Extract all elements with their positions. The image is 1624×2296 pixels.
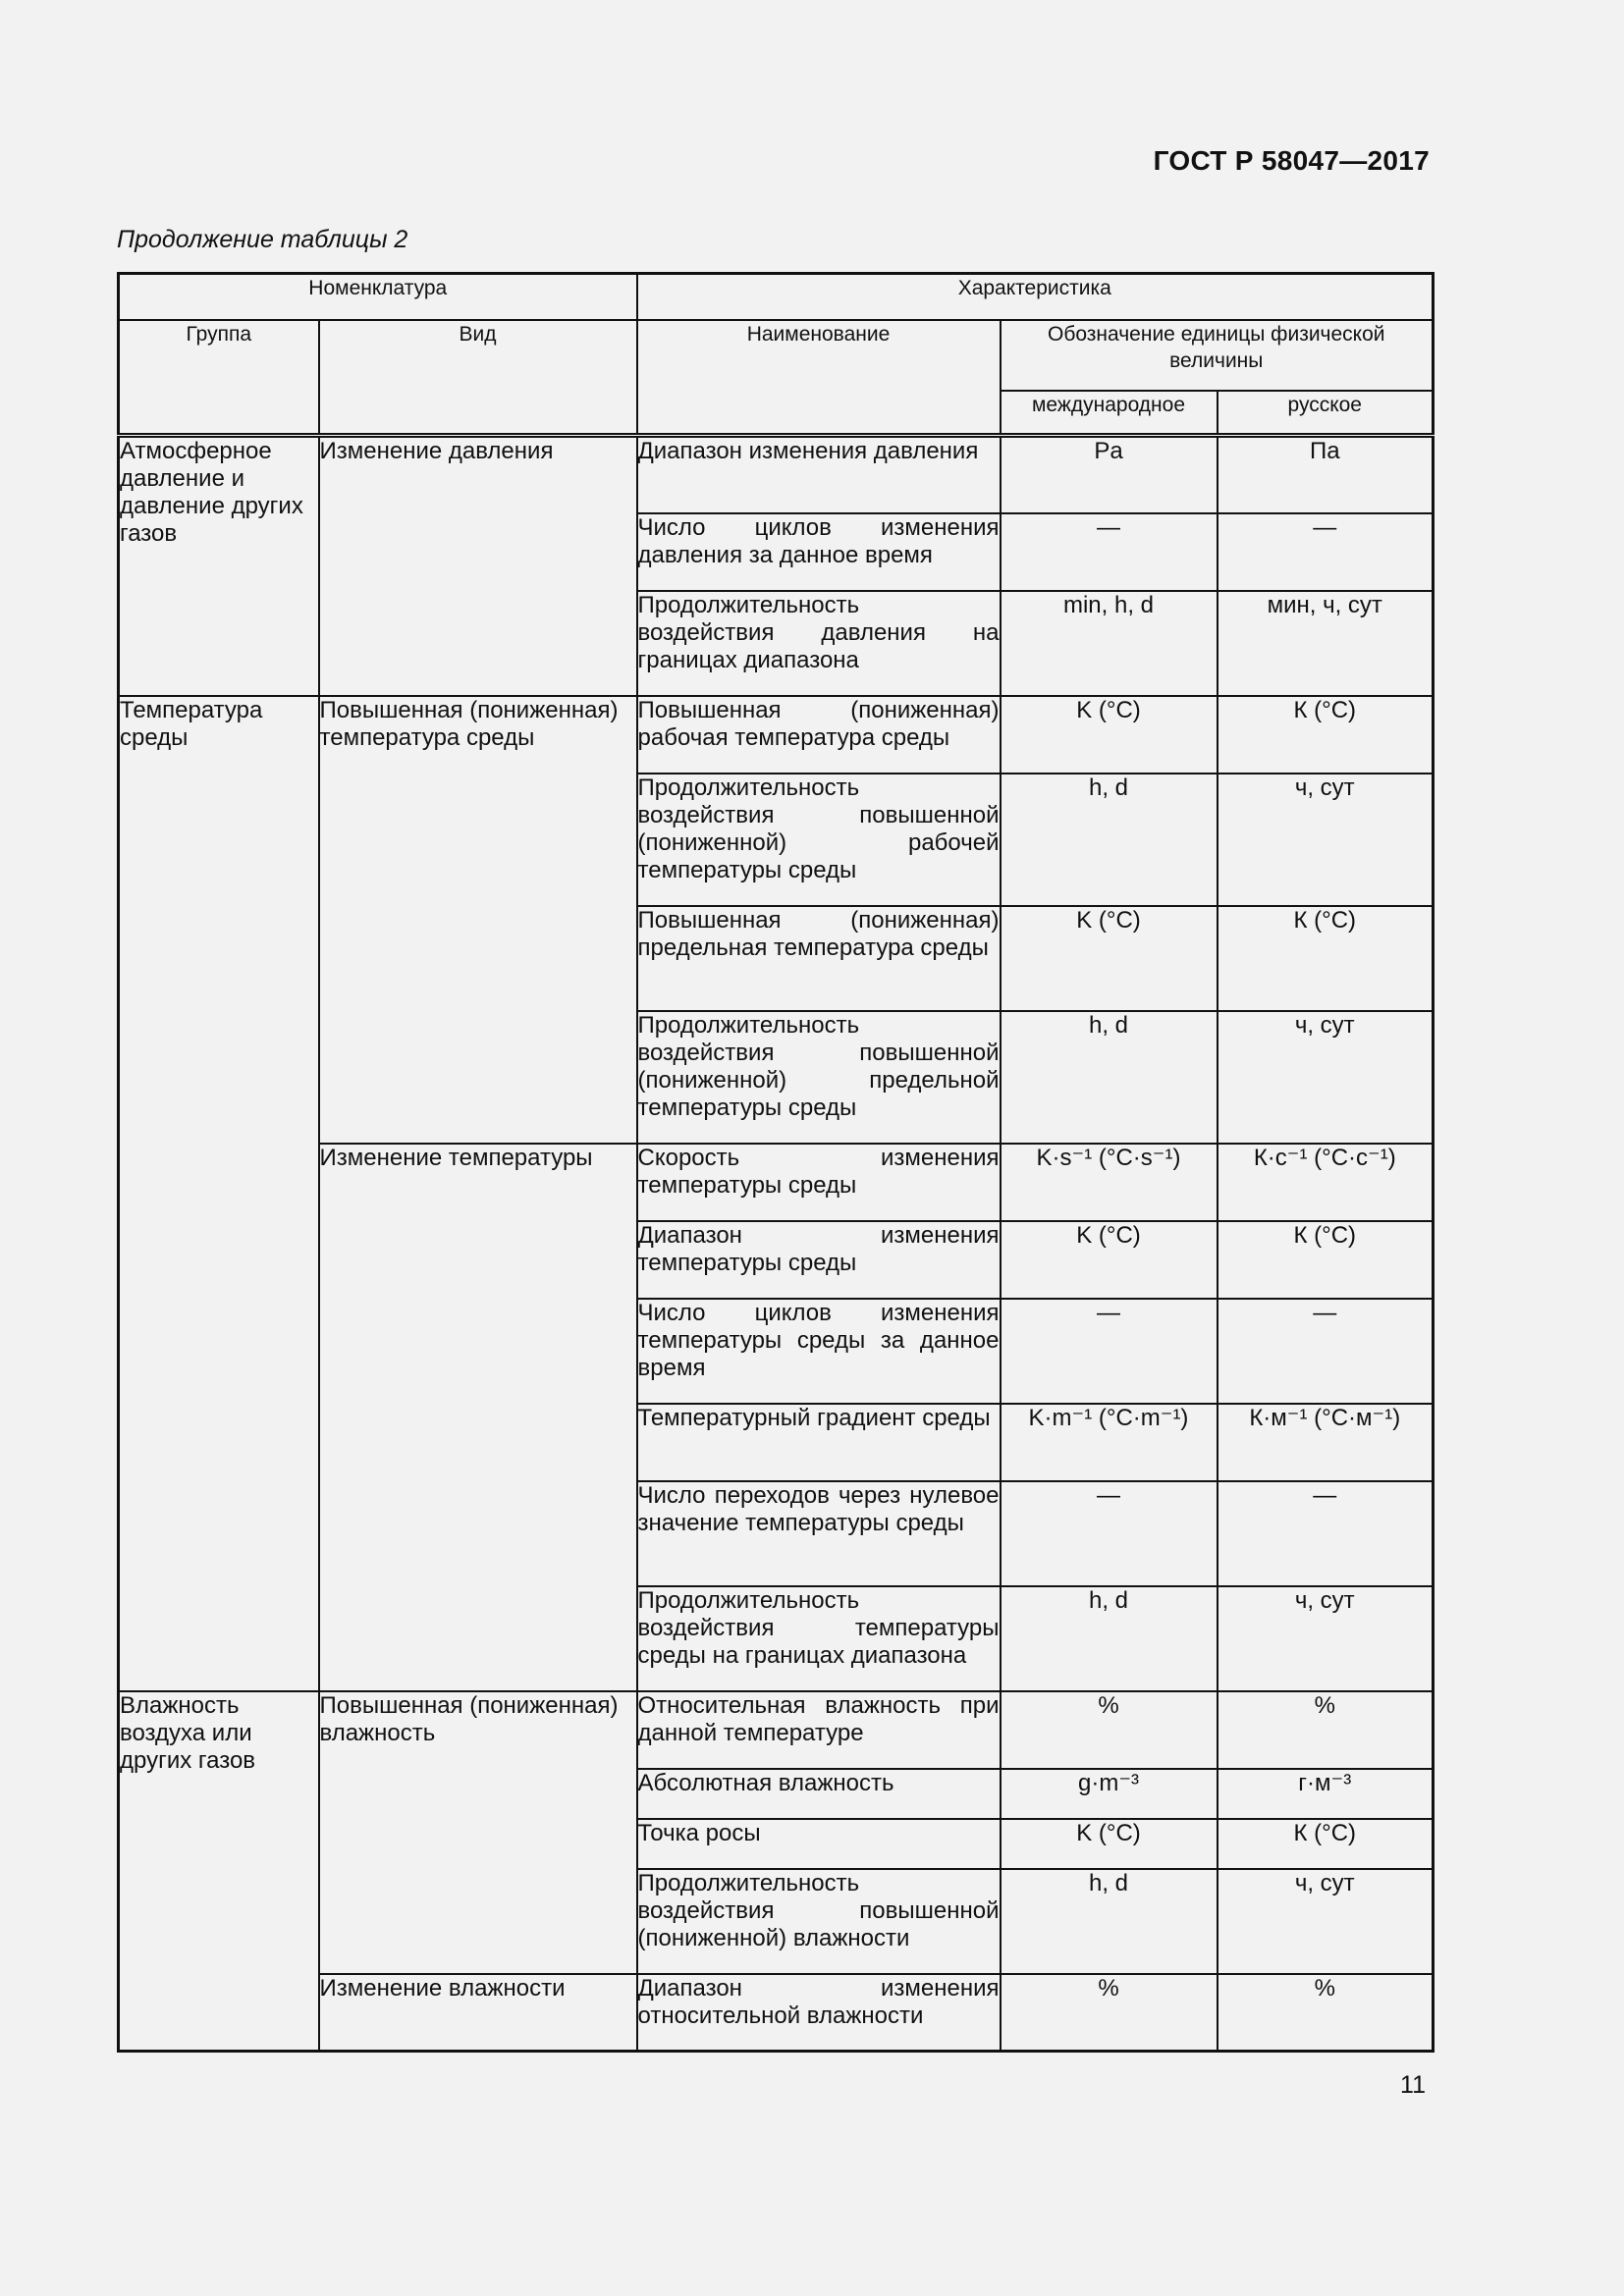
header-kind: Вид xyxy=(319,320,637,436)
kind-cell: Изменение влажности xyxy=(319,1974,637,2052)
name-cell: Продолжительность воздействия повышенной (пониженной) влажности xyxy=(637,1869,1001,1974)
russian-unit-cell: — xyxy=(1218,1481,1434,1586)
russian-unit-cell: — xyxy=(1218,513,1434,591)
international-unit-cell: — xyxy=(1001,1299,1218,1404)
international-unit-cell: g·m⁻³ xyxy=(1001,1769,1218,1819)
russian-unit-cell: К·с⁻¹ (°С·с⁻¹) xyxy=(1218,1144,1434,1221)
russian-unit-cell: — xyxy=(1218,1299,1434,1404)
header-russian: русское xyxy=(1218,391,1434,436)
header-group: Группа xyxy=(119,320,319,436)
header-international: международное xyxy=(1001,391,1218,436)
name-cell: Диапазон изменения относительной влажности xyxy=(637,1974,1001,2052)
table-row xyxy=(119,436,1434,513)
international-unit-cell: K·s⁻¹ (°C·s⁻¹) xyxy=(1001,1144,1218,1221)
page-number: 11 xyxy=(1400,2071,1426,2099)
russian-unit-cell: ч, сут xyxy=(1218,1011,1434,1144)
international-unit-cell: Pa xyxy=(1001,436,1218,513)
name-cell: Продолжительность воздействия повышенной (пониженной) рабочей температуры среды xyxy=(637,774,1001,906)
header-nomenclature: Номенклатура xyxy=(119,274,637,320)
russian-unit-cell: К (°С) xyxy=(1218,1221,1434,1299)
header-name: Наименование xyxy=(637,320,1001,436)
header-characteristic: Характеристика xyxy=(637,274,1434,320)
name-cell: Скорость изменения температуры среды xyxy=(637,1144,1001,1221)
group-cell: Атмосферное давление и давление других газов xyxy=(119,436,319,696)
table-row xyxy=(119,696,1434,774)
name-cell: Диапазон изменения температуры среды xyxy=(637,1221,1001,1299)
russian-unit-cell: % xyxy=(1218,1691,1434,1769)
name-cell: Повышенная (пониженная) предельная температура среды xyxy=(637,906,1001,1011)
russian-unit-cell: % xyxy=(1218,1974,1434,2052)
header-unit-designation: Обозначение единицы физической величины xyxy=(1001,320,1434,391)
russian-unit-cell: ч, сут xyxy=(1218,1869,1434,1974)
international-unit-cell: K (°C) xyxy=(1001,1221,1218,1299)
russian-unit-cell: К·м⁻¹ (°С·м⁻¹) xyxy=(1218,1404,1434,1481)
international-unit-cell: h, d xyxy=(1001,1586,1218,1691)
russian-unit-cell: ч, сут xyxy=(1218,774,1434,906)
kind-cell: Изменение температуры xyxy=(319,1144,637,1691)
name-cell: Число переходов через нулевое значение температуры среды xyxy=(637,1481,1001,1586)
international-unit-cell: h, d xyxy=(1001,774,1218,906)
international-unit-cell: % xyxy=(1001,1691,1218,1769)
international-unit-cell: K·m⁻¹ (°C·m⁻¹) xyxy=(1001,1404,1218,1481)
name-cell: Повышенная (пониженная) рабочая температура среды xyxy=(637,696,1001,774)
name-cell: Диапазон изменения давления xyxy=(637,436,1001,513)
name-cell: Продолжительность воздействия повышенной (пониженной) предельной температуры среды xyxy=(637,1011,1001,1144)
name-cell: Продолжительность воздействия температуры среды на границах диапазона xyxy=(637,1586,1001,1691)
kind-cell: Повышенная (пониженная) температура среды xyxy=(319,696,637,1144)
group-cell: Температура среды xyxy=(119,696,319,1691)
russian-unit-cell: мин, ч, сут xyxy=(1218,591,1434,696)
kind-cell: Изменение давления xyxy=(319,436,637,696)
russian-unit-cell: г·м⁻³ xyxy=(1218,1769,1434,1819)
international-unit-cell: h, d xyxy=(1001,1869,1218,1974)
standard-code: ГОСТ Р 58047—2017 xyxy=(1153,145,1430,176)
table-body xyxy=(119,436,1434,2052)
international-unit-cell: h, d xyxy=(1001,1011,1218,1144)
characteristics-table xyxy=(117,272,1435,2053)
russian-unit-cell: К (°С) xyxy=(1218,696,1434,774)
table-row xyxy=(119,1691,1434,1769)
russian-unit-cell: Па xyxy=(1218,436,1434,513)
international-unit-cell: K (°C) xyxy=(1001,1819,1218,1869)
russian-unit-cell: ч, сут xyxy=(1218,1586,1434,1691)
russian-unit-cell: К (°С) xyxy=(1218,1819,1434,1869)
russian-unit-cell: К (°С) xyxy=(1218,906,1434,1011)
international-unit-cell: % xyxy=(1001,1974,1218,2052)
international-unit-cell: — xyxy=(1001,1481,1218,1586)
name-cell: Продолжительность воздействия давления на границах диапазона xyxy=(637,591,1001,696)
international-unit-cell: — xyxy=(1001,513,1218,591)
name-cell: Относительная влажность при данной температуре xyxy=(637,1691,1001,1769)
international-unit-cell: K (°C) xyxy=(1001,696,1218,774)
international-unit-cell: K (°C) xyxy=(1001,906,1218,1011)
international-unit-cell: min, h, d xyxy=(1001,591,1218,696)
group-cell: Влажность воздуха или других газов xyxy=(119,1691,319,2052)
kind-cell: Повышенная (пониженная) влажность xyxy=(319,1691,637,1974)
name-cell: Число циклов изменения давления за данное время xyxy=(637,513,1001,591)
name-cell: Число циклов изменения температуры среды за данное время xyxy=(637,1299,1001,1404)
table-caption: Продолжение таблицы 2 xyxy=(117,226,408,253)
name-cell: Абсолютная влажность xyxy=(637,1769,1001,1819)
name-cell: Точка росы xyxy=(637,1819,1001,1869)
name-cell: Температурный градиент среды xyxy=(637,1404,1001,1481)
